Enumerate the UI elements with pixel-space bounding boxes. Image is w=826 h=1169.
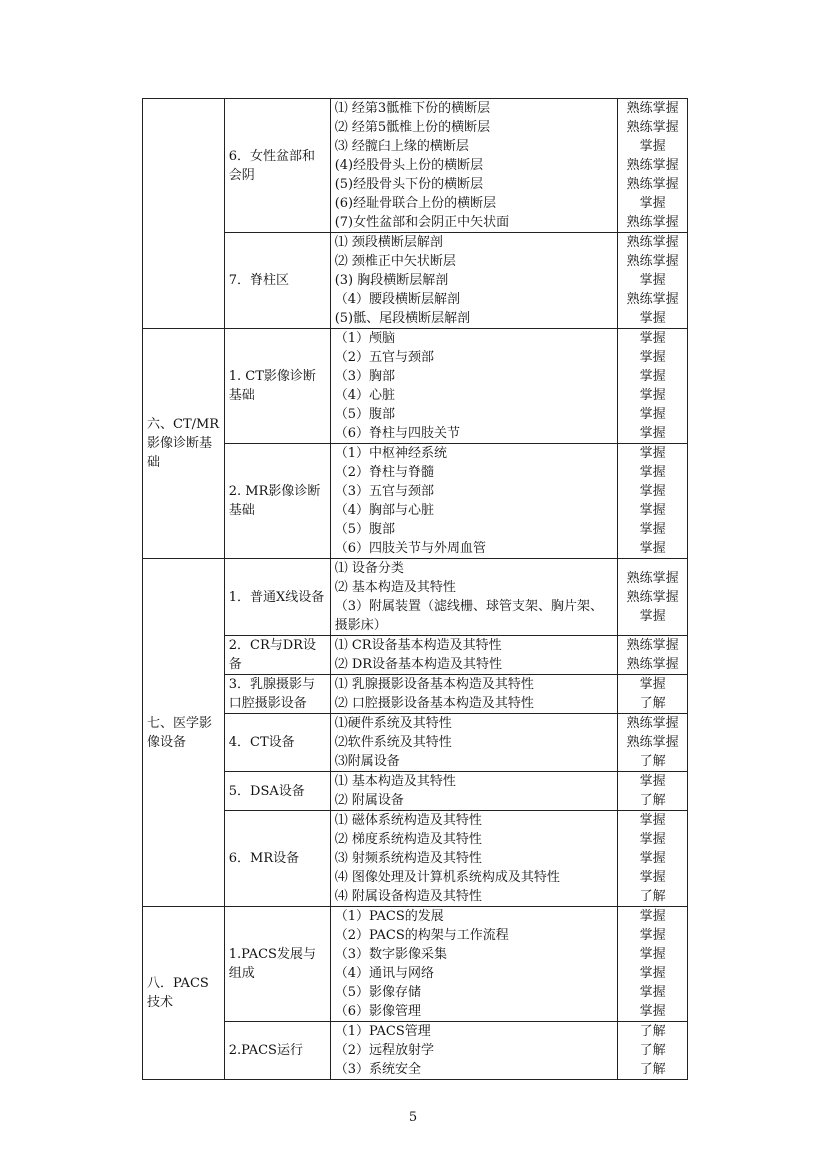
content-item: ⑵ 口腔摄影设备基本构造及其特性 [334,696,534,711]
content-item: （1）PACS管理 [334,1024,431,1039]
page-number: 5 [408,1110,418,1125]
subsection-name-cell: 6．女性盆部和会阴 [224,99,330,233]
subsection-name-cell: 6．MR设备 [224,811,330,907]
content-item: ⑴ 乳腺摄影设备基本构造及其特性 [334,677,534,692]
requirement-level: 掌握 [639,774,666,789]
content-item: ⑵ 附属设备 [334,793,404,808]
subsection-name-cell: 4．CT设备 [224,714,330,772]
requirement-level: 掌握 [639,928,666,943]
subsection-name-cell: 1. CT影像诊断基础 [224,329,330,444]
requirement-level: 掌握 [639,446,666,461]
requirement-level: 了解 [639,1062,666,1077]
content-item: ⑵软件系统及其特性 [334,735,452,750]
requirement-level: 掌握 [639,966,666,981]
subsection-name-cell: 7．脊柱区 [224,233,330,329]
content-item: ⑴ CR设备基本构造及其特性 [334,638,502,653]
requirement-level: 了解 [639,1043,666,1058]
requirement-level-cell [618,559,688,636]
content-item: ⑷ 图像处理及计算机系统构成及其特性 [334,870,560,885]
content-item: ⑶附属设备 [334,754,400,769]
requirement-level: 掌握 [639,813,666,828]
requirement-level: 熟练掌握 [626,235,679,250]
subsection-name-cell: 1．普通X线设备 [224,559,330,636]
content-item: （2）脊柱与脊髓 [334,465,434,480]
requirement-level: 掌握 [639,350,666,365]
section-title-cell: 六、CT/MR影像诊断基础 [143,329,225,559]
content-items-cell [330,1022,618,1080]
content-item: ⑵ DR设备基本构造及其特性 [334,657,503,672]
requirement-level: 掌握 [639,522,666,537]
content-item: （6）脊柱与四肢关节 [334,426,460,441]
content-item: （2）远程放射学 [334,1043,434,1058]
content-item: (5)骶、尾段横断层解剖 [334,311,471,326]
requirement-level: 掌握 [639,909,666,924]
requirement-level: 了解 [639,754,666,769]
content-item: （2）PACS的构架与工作流程 [334,928,509,943]
requirement-level: 掌握 [639,369,666,384]
requirement-level: 掌握 [639,465,666,480]
content-item: （4）腰段横断层解剖 [334,292,460,307]
requirement-level: 掌握 [639,947,666,962]
content-item: （3）胸部 [334,369,395,384]
content-item: (7)女性盆部和会阴正中矢状面 [334,215,510,230]
syllabus-table [142,98,688,1080]
content-items-cell [330,907,618,1022]
requirement-level-cell [618,811,688,907]
content-item: （5）影像存储 [334,985,421,1000]
content-item: （3）附属装置（滤线栅、球管支架、胸片架、摄影床） [334,599,603,633]
requirement-level: 掌握 [639,870,666,885]
requirement-level-cell [618,329,688,444]
subsection-name-cell: 2．CR与DR设备 [224,636,330,675]
subsection-name-cell: 1.PACS发展与组成 [224,907,330,1022]
content-items-cell [330,559,618,636]
requirement-level-cell [618,444,688,559]
requirement-level: 掌握 [639,677,666,692]
table-row [143,329,688,444]
content-item: （4）胸部与心脏 [334,503,434,518]
requirement-level: 掌握 [639,196,666,211]
requirement-level: 掌握 [639,388,666,403]
content-item: ⑵ 颈椎正中矢状断层 [334,254,456,269]
content-items-cell [330,811,618,907]
requirement-level: 掌握 [639,1004,666,1019]
requirement-level: 熟练掌握 [626,120,679,135]
content-items-cell [330,675,618,714]
requirement-level: 掌握 [639,608,666,624]
content-item: （1）中枢神经系统 [334,446,447,461]
requirement-level: 掌握 [639,426,666,441]
requirement-level-cell [618,714,688,772]
content-item: ⑴ 颈段横断层解剖 [334,235,443,250]
content-items-cell [330,444,618,559]
content-items-cell [330,329,618,444]
content-item: ⑴ 磁体系统构造及其特性 [334,813,482,828]
content-item: （3）数字影像采集 [334,947,447,962]
content-item: （1）PACS的发展 [334,909,444,924]
content-item: ⑷ 附属设备构造及其特性 [334,889,482,904]
section-title-cell [143,99,225,329]
content-item: ⑴ 经第3骶椎下份的横断层 [334,101,491,116]
content-item: （5）腹部 [334,407,395,422]
requirement-level: 熟练掌握 [626,158,679,173]
requirement-level: 熟练掌握 [626,716,679,731]
table-row [143,1022,688,1080]
table-row [143,233,688,329]
content-item: ⑶ 经髋臼上缘的横断层 [334,139,469,154]
content-item: （6）四肢关节与外周血管 [334,541,486,556]
section-title-cell: 七、医学影像设备 [143,559,225,907]
requirement-level: 熟练掌握 [626,101,679,116]
requirement-level: 掌握 [639,484,666,499]
content-item: ⑵ 基本构造及其特性 [334,580,456,595]
content-items-cell [330,714,618,772]
requirement-level: 了解 [639,889,666,904]
content-item: (3) 胸段横断层解剖 [334,273,449,288]
requirement-level: 熟练掌握 [626,589,679,605]
content-item: （2）五官与颈部 [334,350,434,365]
content-items-cell [330,772,618,811]
table-row [143,675,688,714]
requirement-level: 熟练掌握 [626,657,679,672]
requirement-level: 熟练掌握 [626,254,679,269]
requirement-level: 熟练掌握 [626,177,679,192]
requirement-level: 掌握 [639,273,666,288]
content-item: ⑶ 射频系统构造及其特性 [334,851,482,866]
content-item: （4）心脏 [334,388,395,403]
requirement-level: 熟练掌握 [626,570,679,586]
content-item: （3）系统安全 [334,1062,421,1077]
requirement-level: 熟练掌握 [626,638,679,653]
content-item: ⑵ 经第5骶椎上份的横断层 [334,120,491,135]
content-item: ⑵ 梯度系统构造及其特性 [334,832,482,847]
content-item: ⑴ 设备分类 [334,561,404,576]
content-items-cell [330,636,618,675]
subsection-name-cell: 3．乳腺摄影与口腔摄影设备 [224,675,330,714]
subsection-name-cell: 2.PACS运行 [224,1022,330,1080]
content-item: （3）五官与颈部 [334,484,434,499]
table-row [143,907,688,1022]
content-items-cell [330,99,618,233]
requirement-level-cell [618,233,688,329]
table-row [143,444,688,559]
requirement-level: 掌握 [639,407,666,422]
table-row [143,559,688,636]
requirement-level: 掌握 [639,311,666,326]
requirement-level: 掌握 [639,851,666,866]
table-row [143,99,688,233]
requirement-level: 掌握 [639,541,666,556]
content-item: (6)经耻骨联合上份的横断层 [334,196,497,211]
content-item: （6）影像管理 [334,1004,421,1019]
requirement-level-cell [618,1022,688,1080]
table-row [143,636,688,675]
requirement-level: 掌握 [639,832,666,847]
requirement-level-cell [618,99,688,233]
requirement-level: 掌握 [639,331,666,346]
content-item: （4）通讯与网络 [334,966,434,981]
requirement-level: 掌握 [639,503,666,518]
requirement-level: 熟练掌握 [626,292,679,307]
requirement-level: 熟练掌握 [626,215,679,230]
requirement-level: 了解 [639,1024,666,1039]
content-item: （5）腹部 [334,522,395,537]
requirement-level: 掌握 [639,985,666,1000]
syllabus-table-body [143,99,688,1080]
requirement-level: 掌握 [639,139,666,154]
content-item: ⑴ 基本构造及其特性 [334,774,456,789]
content-item: ⑴硬件系统及其特性 [334,716,452,731]
content-items-cell [330,233,618,329]
section-title-cell: 八．PACS技术 [143,907,225,1080]
requirement-level: 了解 [639,793,666,808]
requirement-level: 熟练掌握 [626,735,679,750]
table-row [143,772,688,811]
table-row [143,714,688,772]
content-item: (4)经股骨头上份的横断层 [334,158,484,173]
requirement-level: 了解 [639,696,666,711]
subsection-name-cell: 5．DSA设备 [224,772,330,811]
requirement-level-cell [618,772,688,811]
table-row [143,811,688,907]
requirement-level-cell [618,636,688,675]
content-item: (5)经股骨头下份的横断层 [334,177,484,192]
requirement-level-cell [618,907,688,1022]
subsection-name-cell: 2. MR影像诊断基础 [224,444,330,559]
requirement-level-cell [618,675,688,714]
content-item: （1）颅脑 [334,331,395,346]
